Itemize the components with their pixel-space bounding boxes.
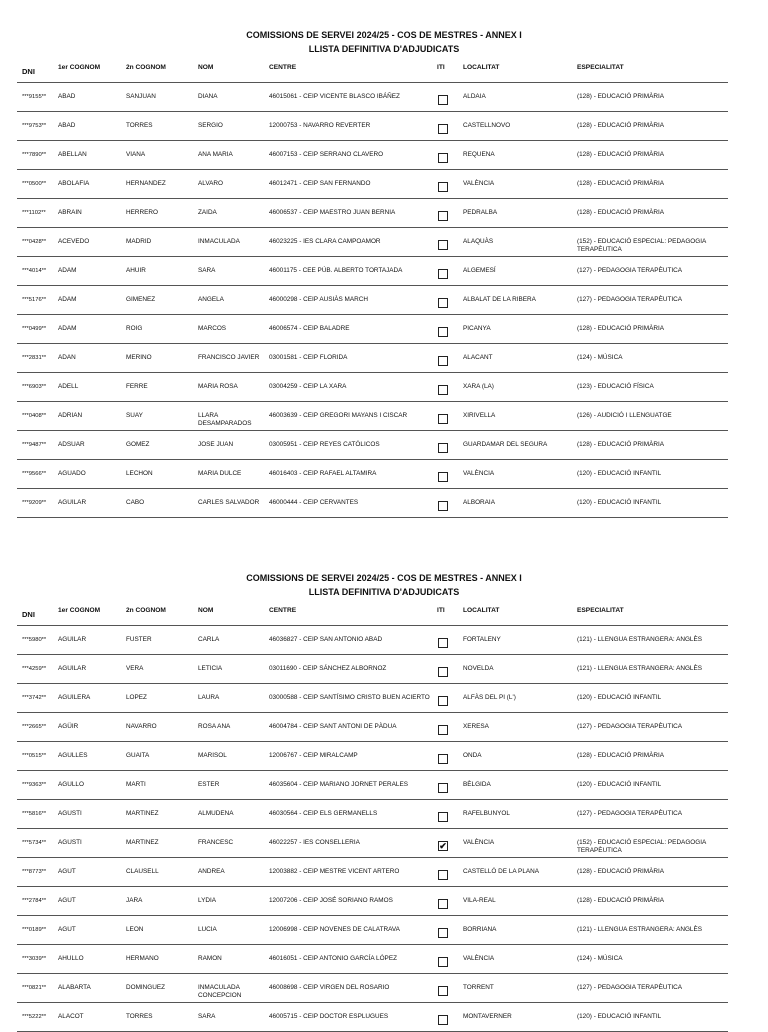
- nom-cell: LUCIA: [198, 926, 217, 933]
- centre-cell: 12000753 - NAVARRO REVERTER: [269, 122, 371, 129]
- localitat-cell: ALFÀS DEL PI (L'): [463, 694, 516, 701]
- localitat-cell: MONTAVERNER: [463, 1013, 512, 1020]
- apellido1-cell: AGÜIR: [58, 723, 79, 730]
- apellido1-cell: ABAD: [58, 122, 76, 129]
- col-nom: NOM: [198, 607, 214, 614]
- dni-cell: ***5980**: [22, 637, 47, 643]
- nom-cell: SARA: [198, 267, 216, 274]
- apellido2-cell: LEON: [126, 926, 144, 933]
- apellido1-cell: AGULLO: [58, 781, 84, 788]
- dni-cell: ***9209**: [22, 500, 47, 506]
- centre-cell: 12007206 - CEIP JOSÉ SORIANO RAMOS: [269, 897, 393, 904]
- nom-cell: ANGELA: [198, 296, 224, 303]
- iti-checkbox[interactable]: [438, 153, 448, 163]
- table-row: [17, 286, 728, 315]
- centre-cell: 46000298 - CEIP AUSIÀS MARCH: [269, 296, 368, 303]
- apellido2-cell: HERNANDEZ: [126, 180, 166, 187]
- apellido2-cell: HERRERO: [126, 209, 158, 216]
- nom-cell: LAURA: [198, 694, 220, 701]
- centre-cell: 03011690 - CEIP SÁNCHEZ ALBORNOZ: [269, 665, 387, 672]
- especialitat-cell: (128) - EDUCACIÓ PRIMÀRIA: [577, 868, 664, 875]
- especialitat-cell: (124) - MÚSICA: [577, 955, 623, 962]
- iti-checkbox[interactable]: [438, 870, 448, 880]
- nom-cell: ANDREA: [198, 868, 225, 875]
- table-row: [17, 257, 728, 286]
- localitat-cell: VALÈNCIA: [463, 839, 495, 846]
- dni-cell: ***3742**: [22, 695, 47, 701]
- apellido1-cell: ADELL: [58, 383, 79, 390]
- dni-cell: ***0515**: [22, 753, 47, 759]
- localitat-cell: ALACANT: [463, 354, 493, 361]
- apellido1-cell: AGUILAR: [58, 636, 87, 643]
- apellido1-cell: ALABARTA: [58, 984, 91, 991]
- apellido1-cell: ABELLAN: [58, 151, 87, 158]
- iti-checkbox[interactable]: [438, 472, 448, 482]
- centre-cell: 46030564 - CEIP ELS GERMANELLS: [269, 810, 378, 817]
- iti-checkbox[interactable]: [438, 899, 448, 909]
- iti-checkbox[interactable]: [438, 182, 448, 192]
- localitat-cell: PEDRALBA: [463, 209, 498, 216]
- nom-cell: RAMON: [198, 955, 222, 962]
- iti-checkbox[interactable]: [438, 783, 448, 793]
- centre-cell: 03001581 - CEIP FLORIDA: [269, 354, 348, 361]
- especialitat-cell: (124) - MÚSICA: [577, 354, 623, 361]
- especialitat-cell: (128) - EDUCACIÓ PRIMÀRIA: [577, 151, 664, 158]
- iti-checkbox[interactable]: ✔: [439, 841, 447, 851]
- nom-cell: SERGIO: [198, 122, 223, 129]
- apellido2-cell: NAVARRO: [126, 723, 157, 730]
- localitat-cell: XERESA: [463, 723, 489, 730]
- apellido1-cell: AGUT: [58, 897, 76, 904]
- nom-cell: JOSE JUAN: [198, 441, 234, 448]
- apellido1-cell: AGUT: [58, 926, 76, 933]
- nom-cell: FRANCESC: [198, 839, 234, 846]
- centre-cell: 46006537 - CEIP MAESTRO JUAN BERNIA: [269, 209, 396, 216]
- localitat-cell: FORTALENY: [463, 636, 501, 643]
- nom-cell: LYDIA: [198, 897, 216, 904]
- apellido1-cell: ADAM: [58, 325, 77, 332]
- nom-cell: ROSA ANA: [198, 723, 231, 730]
- dni-cell: ***1102**: [22, 210, 46, 216]
- nom-cell: MARISOL: [198, 752, 227, 759]
- apellido2-cell: MARTI: [126, 781, 146, 788]
- apellido2-cell: CABO: [126, 499, 145, 506]
- iti-checkbox[interactable]: [438, 385, 448, 395]
- nom-cell: CARLES SALVADOR: [198, 499, 260, 506]
- iti-checkbox[interactable]: [438, 986, 448, 996]
- col-apellido2: 2n COGNOM: [126, 64, 166, 71]
- apellido1-cell: AGUSTI: [58, 839, 82, 846]
- especialitat-cell: (127) - PEDAGOGIA TERAPÈUTICA: [577, 296, 682, 303]
- centre-cell: 12006767 - CEIP MIRALCAMP: [269, 752, 358, 759]
- apellido2-cell: GUAITA: [126, 752, 150, 759]
- dni-cell: ***9155**: [22, 94, 47, 100]
- centre-cell: 46005715 - CEIP DOCTOR ESPLUGUES: [269, 1013, 389, 1020]
- table-row: [17, 655, 728, 684]
- dni-cell: ***9566**: [22, 471, 47, 477]
- col-apellido1: 1er COGNOM: [58, 64, 101, 71]
- nom-cell: ZAIDA: [198, 209, 217, 216]
- dni-cell: ***5816**: [22, 811, 47, 817]
- dni-cell: ***9487**: [22, 442, 47, 448]
- centre-cell: 12003882 - CEIP MESTRE VICENT ARTERO: [269, 868, 400, 875]
- localitat-cell: VALÈNCIA: [463, 470, 495, 477]
- table-row: [17, 800, 728, 829]
- nom-cell: ALVARO: [198, 180, 223, 187]
- table-row: [17, 344, 728, 373]
- table-row: [17, 170, 728, 199]
- table-row: [17, 431, 728, 460]
- centre-cell: 46036827 - CEIP SAN ANTONIO ABAD: [269, 636, 383, 643]
- iti-checkbox[interactable]: [438, 725, 448, 735]
- apellido2-cell: VIANA: [126, 151, 146, 158]
- table-row: [17, 228, 728, 257]
- localitat-cell: CASTELLÓ DE LA PLANA: [463, 868, 540, 875]
- nom-cell: MARIA DULCE: [198, 470, 242, 477]
- nom-cell: DIANA: [198, 93, 218, 100]
- table-row: [17, 83, 728, 112]
- col-especialitat: ESPECIALITAT: [577, 607, 624, 614]
- iti-checkbox[interactable]: [438, 638, 448, 648]
- apellido1-cell: AGUILAR: [58, 665, 87, 672]
- dni-cell: ***4014**: [22, 268, 47, 274]
- table-row: [17, 315, 728, 344]
- apellido2-cell: MARTINEZ: [126, 810, 159, 817]
- apellido2-cell: TORRES: [126, 122, 153, 129]
- localitat-cell: ALDAIA: [463, 93, 486, 100]
- centre-cell: 46000444 - CEIP CERVANTES: [269, 499, 359, 506]
- apellido1-cell: AGUILAR: [58, 499, 87, 506]
- apellido1-cell: AHULLO: [58, 955, 84, 962]
- dni-cell: ***0499**: [22, 326, 47, 332]
- iti-checkbox[interactable]: [438, 957, 448, 967]
- localitat-cell: TORRENT: [463, 984, 494, 991]
- centre-cell: 46007153 - CEIP SERRANO CLAVERO: [269, 151, 384, 158]
- localitat-cell: GUARDAMAR DEL SEGURA: [463, 441, 548, 448]
- localitat-cell: ALGEMESÍ: [463, 267, 496, 274]
- iti-checkbox[interactable]: [438, 240, 448, 250]
- centre-cell: 46035604 - CEIP MARIANO JORNET PERALES: [269, 781, 408, 788]
- especialitat-cell: (127) - PEDAGOGIA TERAPÈUTICA: [577, 810, 682, 817]
- apellido2-cell: AHUIR: [126, 267, 146, 274]
- centre-cell: 46023225 - IES CLARA CAMPOAMOR: [269, 238, 381, 245]
- table-row: [17, 373, 728, 402]
- especialitat-cell: (128) - EDUCACIÓ PRIMÀRIA: [577, 752, 664, 759]
- iti-checkbox[interactable]: [438, 414, 448, 424]
- iti-checkbox[interactable]: [438, 124, 448, 134]
- iti-checkbox[interactable]: [438, 211, 448, 221]
- especialitat-cell: (128) - EDUCACIÓ PRIMÀRIA: [577, 441, 664, 448]
- especialitat-cell: (126) - AUDICIÓ I LLENGUATGE: [577, 412, 672, 419]
- iti-checkbox[interactable]: [438, 928, 448, 938]
- title-line-1: COMISSIONS DE SERVEI 2024/25 - COS DE MESTRES - ANNEX I: [246, 30, 522, 40]
- especialitat-cell: (128) - EDUCACIÓ PRIMÀRIA: [577, 93, 664, 100]
- localitat-cell: VALÈNCIA: [463, 955, 495, 962]
- table-body: [0, 626, 768, 1032]
- apellido2-cell: MADRID: [126, 238, 152, 245]
- nom-cell: LETICIA: [198, 665, 223, 672]
- apellido1-cell: AGULLES: [58, 752, 88, 759]
- table-row: [17, 974, 728, 1003]
- table-row: [17, 626, 728, 655]
- apellido1-cell: ALACOT: [58, 1013, 84, 1020]
- especialitat-cell: (152) - EDUCACIÓ ESPECIAL: PEDAGOGIA TERAPÈUTICA: [577, 238, 706, 253]
- dni-cell: ***4259**: [22, 666, 47, 672]
- apellido1-cell: AGUSTI: [58, 810, 82, 817]
- iti-checkbox[interactable]: [438, 443, 448, 453]
- centre-cell: 46016403 - CEIP RAFAEL ALTAMIRA: [269, 470, 377, 477]
- nom-cell: ALMUDENA: [198, 810, 234, 817]
- especialitat-cell: (127) - PEDAGOGIA TERAPÈUTICA: [577, 723, 682, 730]
- dni-cell: ***0189**: [22, 927, 47, 933]
- dni-cell: ***9363**: [22, 782, 47, 788]
- localitat-cell: VALÈNCIA: [463, 180, 495, 187]
- especialitat-cell: (120) - EDUCACIÓ INFANTIL: [577, 781, 662, 788]
- col-centre: CENTRE: [269, 607, 297, 614]
- table-row: [17, 771, 728, 800]
- iti-checkbox[interactable]: [438, 754, 448, 764]
- dni-cell: ***3039**: [22, 956, 47, 962]
- nom-cell: LLARA DESAMPARADOS: [198, 412, 252, 427]
- dni-cell: ***9753**: [22, 123, 47, 129]
- iti-checkbox[interactable]: [438, 501, 448, 511]
- table-header: [17, 603, 728, 626]
- table-row: [17, 1003, 728, 1032]
- dni-cell: ***7890**: [22, 152, 47, 158]
- apellido2-cell: CLAUSELL: [126, 868, 159, 875]
- especialitat-cell: (128) - EDUCACIÓ PRIMÀRIA: [577, 180, 664, 187]
- centre-cell: 46016051 - CEIP ANTONIO GARCÍA LÓPEZ: [269, 955, 397, 962]
- iti-checkbox[interactable]: [438, 269, 448, 279]
- iti-checkbox[interactable]: [438, 298, 448, 308]
- dni-cell: ***2784**: [22, 898, 47, 904]
- col-dni: DNI: [22, 610, 35, 619]
- dni-cell: ***0408**: [22, 413, 47, 419]
- document-title: [0, 571, 768, 599]
- centre-cell: 46012471 - CEIP SAN FERNANDO: [269, 180, 371, 187]
- localitat-cell: REQUENA: [463, 151, 495, 158]
- table-row: [17, 858, 728, 887]
- col-iti: ITI: [437, 64, 445, 71]
- dni-cell: ***2831**: [22, 355, 47, 361]
- iti-checkbox[interactable]: [438, 95, 448, 105]
- especialitat-cell: (120) - EDUCACIÓ INFANTIL: [577, 1013, 662, 1020]
- nom-cell: MARIA ROSA: [198, 383, 238, 390]
- centre-cell: 46003639 - CEIP GREGORI MAYANS I CISCAR: [269, 412, 408, 419]
- especialitat-cell: (127) - PEDAGOGIA TERAPÈUTICA: [577, 267, 682, 274]
- especialitat-cell: (123) - EDUCACIÓ FÍSICA: [577, 383, 654, 390]
- apellido2-cell: HERMANO: [126, 955, 159, 962]
- apellido2-cell: JARA: [126, 897, 143, 904]
- table-row: [17, 887, 728, 916]
- apellido2-cell: VERA: [126, 665, 144, 672]
- table-row: [17, 112, 728, 141]
- centre-cell: 46015061 - CEIP VICENTE BLASCO IBÁÑEZ: [269, 93, 400, 100]
- nom-cell: SARA: [198, 1013, 216, 1020]
- col-apellido2: 2n COGNOM: [126, 607, 166, 614]
- apellido1-cell: ADAN: [58, 354, 76, 361]
- title-line-2: LLISTA DEFINITIVA D'ADJUDICATS: [308, 587, 460, 597]
- dni-cell: ***5734**: [22, 840, 47, 846]
- apellido1-cell: ABRAIN: [58, 209, 82, 216]
- dni-cell: ***6903**: [22, 384, 47, 390]
- especialitat-cell: (120) - EDUCACIÓ INFANTIL: [577, 694, 662, 701]
- table-row: [17, 945, 728, 974]
- col-dni: DNI: [22, 67, 35, 76]
- table-body: [0, 83, 768, 518]
- title-line-2: LLISTA DEFINITIVA D'ADJUDICATS: [308, 44, 460, 54]
- centre-cell: 46001175 - CEE PÚB. ALBERTO TORTAJADA: [269, 267, 403, 274]
- localitat-cell: ALBORAIA: [463, 499, 495, 506]
- localitat-cell: XARA (LA): [463, 383, 494, 390]
- col-especialitat: ESPECIALITAT: [577, 64, 624, 71]
- table-row: [17, 742, 728, 771]
- apellido1-cell: AGUT: [58, 868, 76, 875]
- centre-cell: 03004259 - CEIP LA XARA: [269, 383, 347, 390]
- apellido2-cell: SUAY: [126, 412, 143, 419]
- nom-cell: INMACULADA: [198, 238, 240, 245]
- table-header: [17, 60, 728, 83]
- apellido2-cell: LOPEZ: [126, 694, 147, 701]
- apellido2-cell: FERRE: [126, 383, 148, 390]
- col-localitat: LOCALITAT: [463, 607, 500, 614]
- localitat-cell: VILA-REAL: [463, 897, 496, 904]
- centre-cell: 12006998 - CEIP NOVENES DE CALATRAVA: [269, 926, 400, 933]
- table-row: [17, 829, 728, 858]
- localitat-cell: ALBALAT DE LA RIBERA: [463, 296, 536, 303]
- apellido2-cell: SANJUAN: [126, 93, 156, 100]
- dni-cell: ***0821**: [22, 985, 47, 991]
- apellido2-cell: FUSTER: [126, 636, 152, 643]
- col-nom: NOM: [198, 64, 214, 71]
- col-centre: CENTRE: [269, 64, 297, 71]
- table-row: [17, 460, 728, 489]
- centre-cell: 46008698 - CEIP VIRGEN DEL ROSARIO: [269, 984, 390, 991]
- apellido2-cell: TORRES: [126, 1013, 153, 1020]
- table-row: [17, 713, 728, 742]
- apellido1-cell: ADRIAN: [58, 412, 83, 419]
- especialitat-cell: (120) - EDUCACIÓ INFANTIL: [577, 499, 662, 506]
- col-localitat: LOCALITAT: [463, 64, 500, 71]
- nom-cell: CARLA: [198, 636, 220, 643]
- iti-checkbox[interactable]: [438, 667, 448, 677]
- centre-cell: 46022257 - IES CONSELLERIA: [269, 839, 360, 846]
- nom-cell: ESTER: [198, 781, 220, 788]
- list-section: [0, 28, 768, 518]
- localitat-cell: ONDA: [463, 752, 482, 759]
- document-title: [0, 28, 768, 56]
- dni-cell: ***5222**: [22, 1014, 47, 1020]
- nom-cell: ANA MARIA: [198, 151, 233, 158]
- centre-cell: 46004784 - CEIP SANT ANTONI DE PÀDUA: [269, 723, 397, 730]
- especialitat-cell: (128) - EDUCACIÓ PRIMÀRIA: [577, 325, 664, 332]
- localitat-cell: CASTELLNOVO: [463, 122, 511, 129]
- nom-cell: FRANCISCO JAVIER: [198, 354, 260, 361]
- table-row: [17, 916, 728, 945]
- especialitat-cell: (128) - EDUCACIÓ PRIMÀRIA: [577, 897, 664, 904]
- apellido1-cell: ACEVEDO: [58, 238, 90, 245]
- apellido2-cell: GOMEZ: [126, 441, 150, 448]
- especialitat-cell: (152) - EDUCACIÓ ESPECIAL: PEDAGOGIA TERAPÈUTICA: [577, 839, 706, 854]
- iti-checkbox[interactable]: [438, 696, 448, 706]
- localitat-cell: XIRIVELLA: [463, 412, 496, 419]
- localitat-cell: BORRIANA: [463, 926, 497, 933]
- apellido2-cell: DOMINGUEZ: [126, 984, 166, 991]
- centre-cell: 03000588 - CEIP SANTÍSIMO CRISTO BUEN ACIERTO: [269, 694, 430, 701]
- especialitat-cell: (127) - PEDAGOGIA TERAPÈUTICA: [577, 984, 682, 991]
- especialitat-cell: (121) - LLENGUA ESTRANGERA: ANGLÈS: [577, 665, 703, 672]
- apellido1-cell: ADAM: [58, 296, 77, 303]
- apellido1-cell: AGUADO: [58, 470, 86, 477]
- list-section: [0, 571, 768, 1032]
- especialitat-cell: (128) - EDUCACIÓ PRIMÀRIA: [577, 122, 664, 129]
- nom-cell: INMACULADA CONCEPCION: [198, 984, 242, 999]
- localitat-cell: BÈLGIDA: [463, 781, 491, 788]
- centre-cell: 46006574 - CEIP BALADRE: [269, 325, 350, 332]
- table-row: [17, 199, 728, 228]
- localitat-cell: PICANYA: [463, 325, 491, 332]
- apellido2-cell: GIMENEZ: [126, 296, 156, 303]
- dni-cell: ***8773**: [22, 869, 47, 875]
- iti-checkbox[interactable]: [438, 812, 448, 822]
- apellido1-cell: AGUILERA: [58, 694, 91, 701]
- localitat-cell: RAFELBUNYOL: [463, 810, 510, 817]
- apellido1-cell: ADSUAR: [58, 441, 85, 448]
- apellido2-cell: ROIG: [126, 325, 143, 332]
- apellido2-cell: MERINO: [126, 354, 152, 361]
- apellido1-cell: ADAM: [58, 267, 77, 274]
- nom-cell: MARCOS: [198, 325, 227, 332]
- especialitat-cell: (121) - LLENGUA ESTRANGERA: ANGLÈS: [577, 636, 703, 643]
- apellido2-cell: MARTINEZ: [126, 839, 159, 846]
- table-row: [17, 402, 728, 431]
- centre-cell: 03005951 - CEIP REYES CATÓLICOS: [269, 441, 380, 448]
- dni-cell: ***0500**: [22, 181, 47, 187]
- iti-checkbox[interactable]: [438, 356, 448, 366]
- dni-cell: ***0428**: [22, 239, 47, 245]
- dni-cell: ***5176**: [22, 297, 47, 303]
- apellido1-cell: ABOLAFIA: [58, 180, 90, 187]
- iti-checkbox[interactable]: [438, 327, 448, 337]
- col-apellido1: 1er COGNOM: [58, 607, 101, 614]
- apellido2-cell: LECHON: [126, 470, 153, 477]
- table-row: [17, 684, 728, 713]
- table-row: [17, 489, 728, 518]
- especialitat-cell: (128) - EDUCACIÓ PRIMÀRIA: [577, 209, 664, 216]
- dni-cell: ***2665**: [22, 724, 47, 730]
- localitat-cell: NOVELDA: [463, 665, 494, 672]
- col-iti: ITI: [437, 607, 445, 614]
- table-row: [17, 141, 728, 170]
- especialitat-cell: (120) - EDUCACIÓ INFANTIL: [577, 470, 662, 477]
- especialitat-cell: (121) - LLENGUA ESTRANGERA: ANGLÈS: [577, 926, 703, 933]
- apellido1-cell: ABAD: [58, 93, 76, 100]
- title-line-1: COMISSIONS DE SERVEI 2024/25 - COS DE MESTRES - ANNEX I: [246, 573, 522, 583]
- localitat-cell: ALAQUÀS: [463, 238, 494, 245]
